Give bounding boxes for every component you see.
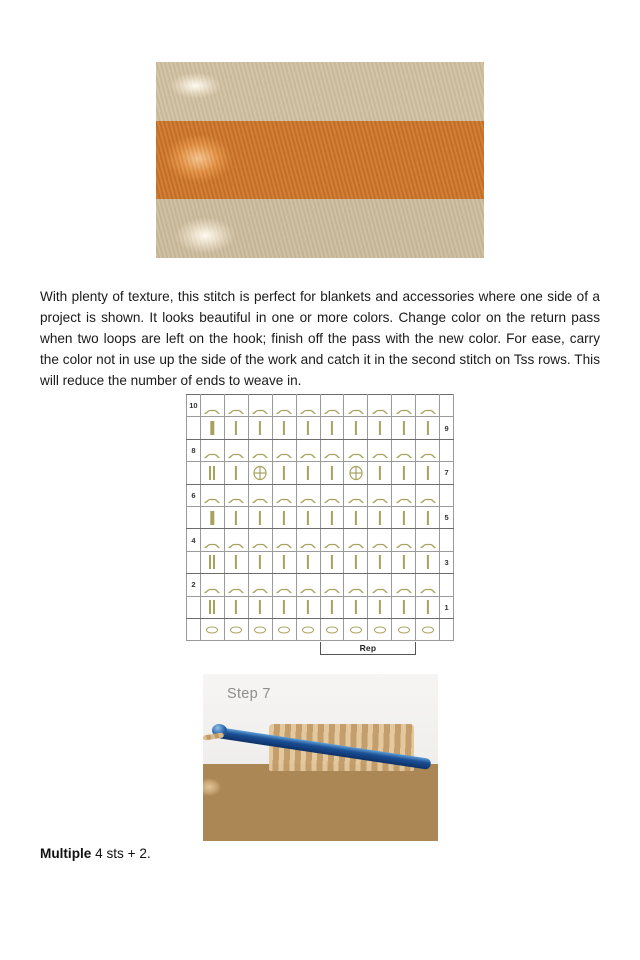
tss-symbol (372, 447, 387, 454)
chart-cell (344, 417, 368, 439)
tss-bar-symbol (211, 421, 214, 435)
chart-cell (200, 439, 224, 461)
chart-cell (272, 506, 296, 528)
tss-symbol (205, 581, 220, 588)
chart-cell (392, 417, 416, 439)
chart-row-number-right: 5 (440, 506, 454, 528)
tss-bar-symbol (331, 511, 333, 525)
tss-symbol (372, 402, 387, 409)
chart-row-number-right-blank (440, 529, 454, 551)
tss-bar-symbol (403, 600, 405, 614)
tss-bar-symbol (427, 511, 429, 525)
tss-symbol (348, 581, 363, 588)
tss-bar-symbol (331, 466, 333, 480)
tss-bar-symbol (379, 600, 381, 614)
chart-cell (224, 529, 248, 551)
chart-cell (368, 395, 392, 417)
chart-cell (392, 551, 416, 573)
chain-symbol (206, 626, 218, 633)
tss-symbol (229, 402, 244, 409)
chart-cell (296, 618, 320, 640)
tss-bar-symbol (379, 555, 381, 569)
chart-cell (392, 439, 416, 461)
chart-cell (416, 529, 440, 551)
chain-symbol (326, 626, 338, 633)
tss-symbol (325, 581, 340, 588)
stitch-chart (186, 394, 454, 662)
tss-bar-symbol (403, 421, 405, 435)
bobble-symbol (253, 465, 268, 481)
tss-symbol (420, 402, 435, 409)
chart-cell (392, 596, 416, 618)
chart-cell (416, 462, 440, 484)
chart-cell (272, 439, 296, 461)
chart-cell (416, 484, 440, 506)
rep-bracket (320, 642, 416, 655)
chart-cell (320, 462, 344, 484)
tss-symbol (348, 402, 363, 409)
tss-symbol (348, 447, 363, 454)
chart-cell (320, 551, 344, 573)
tss-symbol (325, 537, 340, 544)
chain-symbol (422, 626, 434, 633)
tss-bar-symbol (331, 600, 333, 614)
tss-symbol (301, 581, 316, 588)
tss-bar-symbol (235, 511, 237, 525)
tss-bar-symbol (355, 555, 357, 569)
tss-bar-symbol (283, 466, 285, 480)
tss-symbol (396, 581, 411, 588)
chain-symbol (302, 626, 314, 633)
chart-cell (320, 618, 344, 640)
chart-row (187, 484, 454, 506)
tss-bar-symbol (283, 421, 285, 435)
chart-cell (416, 618, 440, 640)
tss-bar-symbol (259, 421, 261, 435)
chart-cell (344, 618, 368, 640)
chart-cell (320, 596, 344, 618)
chart-cell (320, 506, 344, 528)
tss-bar-symbol (427, 466, 429, 480)
chart-cell (296, 417, 320, 439)
chart-cell (320, 484, 344, 506)
tss-symbol (253, 537, 268, 544)
tss-bar-symbol (235, 600, 237, 614)
tss-symbol (205, 492, 220, 499)
chart-cell (248, 417, 272, 439)
tss-symbol (253, 447, 268, 454)
tss-bar-symbol (235, 555, 237, 569)
tss-bar-symbol (355, 600, 357, 614)
chart-row-number-left: 4 (187, 529, 201, 551)
tss-bar-symbol (403, 466, 405, 480)
tss-symbol (420, 581, 435, 588)
tss-bar-symbol (403, 555, 405, 569)
tss-symbol (372, 581, 387, 588)
chart-cell (320, 395, 344, 417)
chart-cell (320, 574, 344, 596)
chart-row-number-left-blank (187, 417, 201, 439)
chart-cell (200, 395, 224, 417)
chart-cell (200, 417, 224, 439)
chart-cell (344, 596, 368, 618)
chart-cell (296, 506, 320, 528)
chart-cell (344, 529, 368, 551)
swatch-photo (156, 62, 484, 258)
tss-symbol (420, 447, 435, 454)
chart-cell (272, 395, 296, 417)
swatch-texture-overlay (156, 62, 484, 258)
chart-cell (368, 417, 392, 439)
chart-cell (200, 574, 224, 596)
chart-cell (296, 484, 320, 506)
chart-cell (248, 462, 272, 484)
tss-bar-symbol (427, 600, 429, 614)
tss-bar-symbol (307, 421, 309, 435)
tss-bar-symbol (355, 421, 357, 435)
tss-symbol (205, 447, 220, 454)
tss-symbol (325, 492, 340, 499)
chart-row (187, 439, 454, 461)
step-photo (203, 674, 438, 841)
chart-cell (344, 506, 368, 528)
chart-cell (344, 439, 368, 461)
chart-cell (272, 529, 296, 551)
tss-bar-symbol (283, 600, 285, 614)
tss-symbol (277, 537, 292, 544)
tss-double-bar-symbol (209, 466, 215, 480)
chart-cell (368, 551, 392, 573)
chain-symbol (398, 626, 410, 633)
tss-symbol (229, 492, 244, 499)
tss-bar-symbol (259, 600, 261, 614)
tss-symbol (396, 537, 411, 544)
tss-symbol (325, 447, 340, 454)
tss-bar-symbol (259, 511, 261, 525)
stitch-chart-grid (186, 394, 454, 641)
chart-cell (320, 417, 344, 439)
chart-cell (272, 596, 296, 618)
tss-bar-symbol (331, 421, 333, 435)
tss-bar-symbol (379, 511, 381, 525)
chart-cell (296, 574, 320, 596)
chart-cell (248, 484, 272, 506)
tss-symbol (348, 537, 363, 544)
tss-symbol (420, 492, 435, 499)
rep-label: Rep (359, 643, 377, 654)
chart-cell (416, 506, 440, 528)
tss-double-bar-symbol (209, 555, 215, 569)
chart-cell (248, 395, 272, 417)
chart-row-number-left-blank (187, 618, 201, 640)
chart-cell (416, 417, 440, 439)
chart-row (187, 462, 454, 484)
tss-symbol (229, 581, 244, 588)
chart-row-number-left-blank (187, 462, 201, 484)
tss-symbol (372, 537, 387, 544)
chart-cell (200, 506, 224, 528)
chart-row-number-left: 8 (187, 439, 201, 461)
tss-symbol (420, 537, 435, 544)
chart-row (187, 395, 454, 417)
multiple-label: Multiple (40, 846, 92, 861)
chart-cell (296, 395, 320, 417)
chart-row (187, 596, 454, 618)
chart-row-number-right: 7 (440, 462, 454, 484)
tss-double-bar-symbol (209, 600, 215, 614)
chart-cell (200, 462, 224, 484)
chart-row (187, 551, 454, 573)
tss-symbol (229, 447, 244, 454)
chart-cell (392, 529, 416, 551)
tss-bar-symbol (235, 421, 237, 435)
chart-cell (368, 462, 392, 484)
chain-symbol (350, 626, 362, 633)
tss-bar-symbol (379, 421, 381, 435)
chart-cell (200, 529, 224, 551)
tss-symbol (396, 402, 411, 409)
chart-cell (416, 395, 440, 417)
chart-cell (392, 506, 416, 528)
chart-cell (224, 395, 248, 417)
chain-symbol (374, 626, 386, 633)
tss-symbol (348, 492, 363, 499)
chart-cell (392, 484, 416, 506)
chart-cell (344, 395, 368, 417)
multiple-line (40, 846, 151, 861)
chart-cell (368, 618, 392, 640)
tss-bar-symbol (283, 511, 285, 525)
chart-cell (272, 462, 296, 484)
chart-row-number-left: 2 (187, 574, 201, 596)
chart-row (187, 417, 454, 439)
chart-cell (272, 417, 296, 439)
chart-cell (200, 484, 224, 506)
chart-cell (224, 506, 248, 528)
chart-cell (224, 618, 248, 640)
chart-cell (248, 506, 272, 528)
tss-bar-symbol (211, 511, 214, 525)
tss-symbol (205, 402, 220, 409)
chart-row-number-right-blank (440, 618, 454, 640)
chart-cell (296, 596, 320, 618)
tss-bar-symbol (307, 555, 309, 569)
tss-symbol (396, 447, 411, 454)
tss-symbol (253, 402, 268, 409)
chart-row-number-left-blank (187, 596, 201, 618)
chart-row-number-right-blank (440, 484, 454, 506)
chart-cell (224, 417, 248, 439)
chart-cell (344, 484, 368, 506)
chart-cell (224, 596, 248, 618)
chart-cell (320, 529, 344, 551)
chart-cell (248, 596, 272, 618)
chart-cell (416, 596, 440, 618)
chart-cell (368, 506, 392, 528)
chart-row-number-right: 9 (440, 417, 454, 439)
chart-cell (392, 462, 416, 484)
chart-cell (248, 551, 272, 573)
tss-bar-symbol (331, 555, 333, 569)
tss-symbol (301, 537, 316, 544)
tss-symbol (396, 492, 411, 499)
chart-cell (320, 439, 344, 461)
multiple-value: 4 sts + 2. (91, 846, 151, 861)
tss-bar-symbol (355, 511, 357, 525)
chart-cell (200, 551, 224, 573)
chart-cell (248, 439, 272, 461)
chart-cell (200, 596, 224, 618)
tss-symbol (277, 492, 292, 499)
chart-cell (416, 574, 440, 596)
chart-cell (368, 529, 392, 551)
tss-symbol (205, 537, 220, 544)
chart-row-number-left-blank (187, 551, 201, 573)
chart-cell (392, 574, 416, 596)
tss-symbol (301, 402, 316, 409)
tss-symbol (253, 581, 268, 588)
chart-row-number-left-blank (187, 506, 201, 528)
chart-cell (296, 529, 320, 551)
tss-symbol (325, 402, 340, 409)
chart-cell (368, 574, 392, 596)
tss-symbol (277, 581, 292, 588)
chart-row-number-left: 6 (187, 484, 201, 506)
chain-symbol (278, 626, 290, 633)
chart-row-number-left: 10 (187, 395, 201, 417)
chart-cell (296, 439, 320, 461)
tss-symbol (229, 537, 244, 544)
tss-symbol (301, 492, 316, 499)
chart-cell (224, 484, 248, 506)
chart-row (187, 506, 454, 528)
chart-row (187, 618, 454, 640)
chain-symbol (230, 626, 242, 633)
chart-cell (272, 618, 296, 640)
bobble-symbol (348, 465, 363, 481)
chart-row-number-right-blank (440, 574, 454, 596)
chart-row-number-right-blank (440, 395, 454, 417)
chart-cell (272, 551, 296, 573)
tss-bar-symbol (427, 421, 429, 435)
chart-cell (272, 484, 296, 506)
chart-row-number-right: 1 (440, 596, 454, 618)
chart-cell (224, 439, 248, 461)
chart-cell (344, 462, 368, 484)
tss-bar-symbol (307, 466, 309, 480)
tss-bar-symbol (403, 511, 405, 525)
chart-cell (224, 574, 248, 596)
chart-cell (416, 551, 440, 573)
chart-cell (296, 551, 320, 573)
tss-symbol (253, 492, 268, 499)
chart-row (187, 574, 454, 596)
tss-symbol (277, 402, 292, 409)
chart-cell (272, 574, 296, 596)
chart-cell (368, 596, 392, 618)
tss-bar-symbol (235, 466, 237, 480)
chart-cell (416, 439, 440, 461)
chart-cell (248, 618, 272, 640)
chart-cell (248, 529, 272, 551)
chart-row (187, 529, 454, 551)
step-label: Step 7 (227, 686, 271, 702)
chart-cell (224, 462, 248, 484)
step-photo-fabric (203, 764, 438, 841)
chart-cell (344, 551, 368, 573)
chart-cell (200, 618, 224, 640)
tss-bar-symbol (259, 555, 261, 569)
description-paragraph: With plenty of texture, this stitch is perfect for blankets and accessories where one side of a project is shown. It looks beautiful in one or more colors. Change color on the return pass when two loops are left on the hook; finish off the pass with the new color. For ease, carry the color not in use up the side of the work and catch it in the second stitch on Tss rows. This will reduce the number of ends to weave in. (40, 288, 600, 388)
chart-cell (224, 551, 248, 573)
tss-bar-symbol (307, 511, 309, 525)
tss-bar-symbol (283, 555, 285, 569)
chart-cell (344, 574, 368, 596)
chart-cell (392, 395, 416, 417)
tss-symbol (301, 447, 316, 454)
tss-symbol (372, 492, 387, 499)
chart-row-number-right: 3 (440, 551, 454, 573)
chain-symbol (254, 626, 266, 633)
chart-row-number-right-blank (440, 439, 454, 461)
chart-cell (368, 484, 392, 506)
tss-bar-symbol (379, 466, 381, 480)
chart-cell (296, 462, 320, 484)
tss-bar-symbol (427, 555, 429, 569)
tss-symbol (277, 447, 292, 454)
chart-cell (392, 618, 416, 640)
tss-bar-symbol (307, 600, 309, 614)
chart-cell (248, 574, 272, 596)
chart-cell (368, 439, 392, 461)
